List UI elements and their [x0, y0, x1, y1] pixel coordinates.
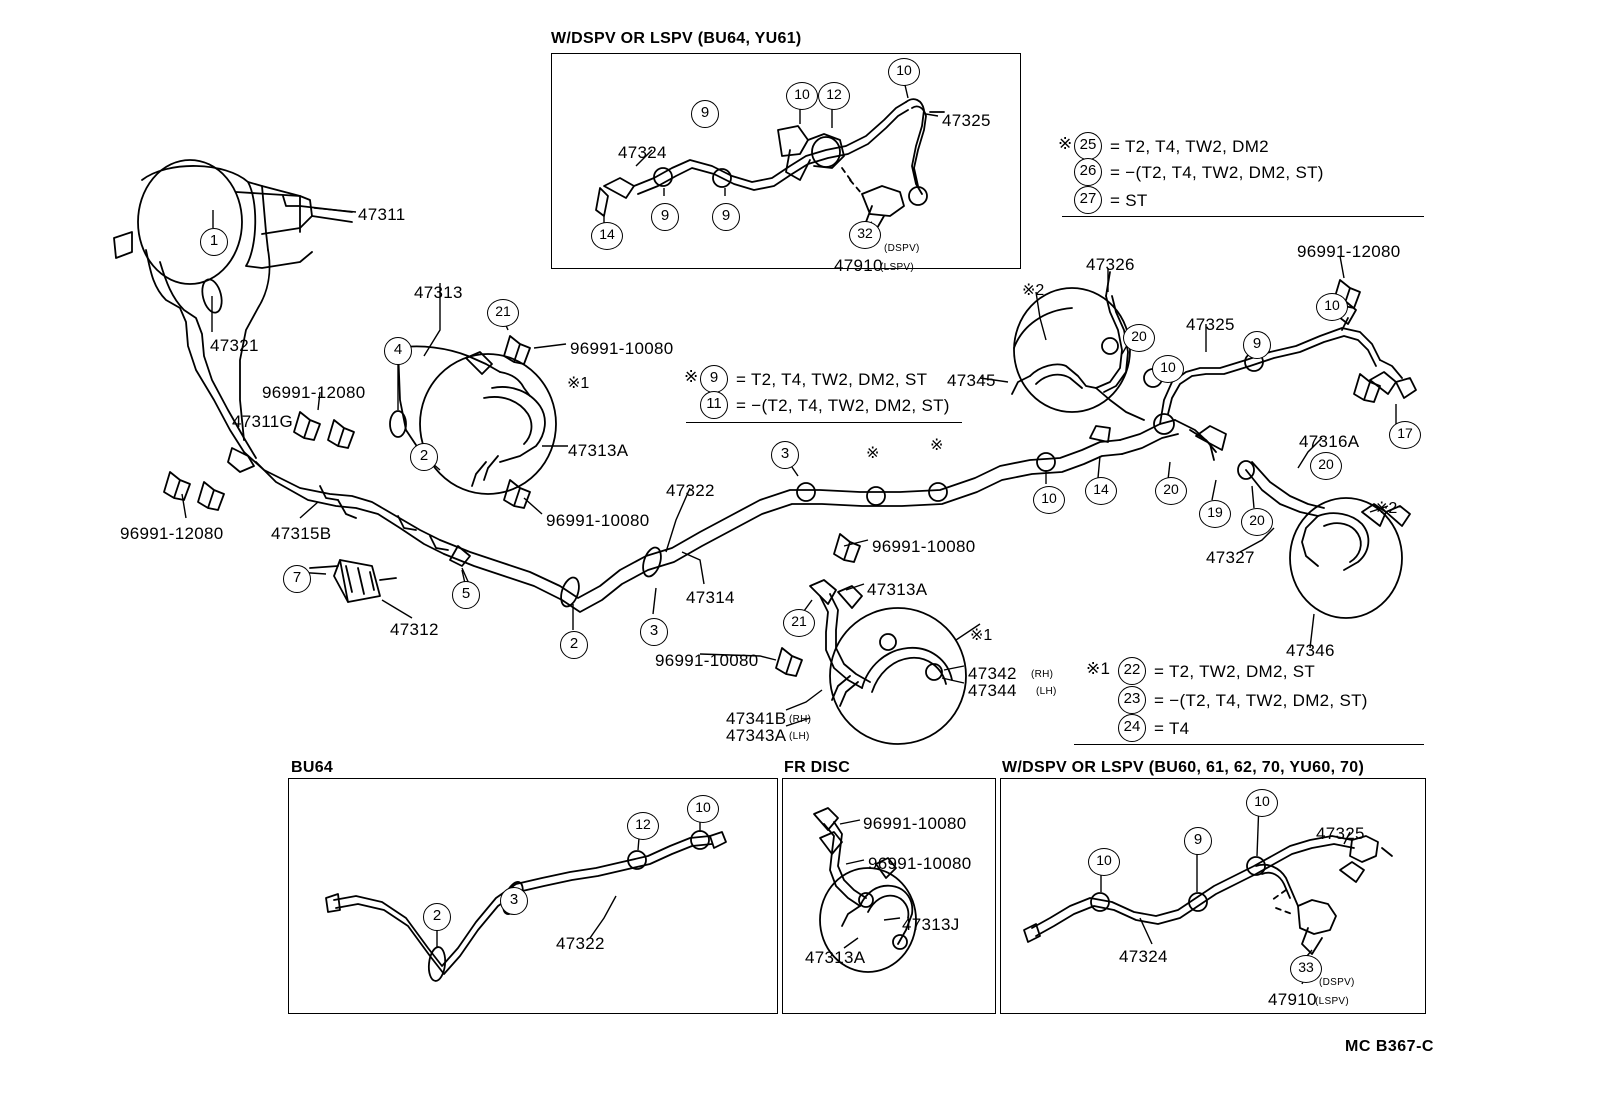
- legend-text: = −(T2, T4, TW2, DM2, ST): [736, 396, 950, 415]
- callout-c-10g: 10: [1088, 848, 1120, 876]
- callout-c-3c: 3: [500, 887, 528, 915]
- part-label-p-96991-10080-a: 96991-10080: [570, 339, 674, 358]
- part-label-p-96991-10080-f: 96991-10080: [868, 854, 972, 873]
- legend-underline: [1062, 216, 1424, 217]
- legend-text: = −(T2, T4, TW2, DM2, ST): [1110, 163, 1324, 182]
- legend-text: = T2, T4, TW2, DM2, ST: [736, 370, 928, 389]
- part-label-p-47910-bot-sfx: (LSPV): [1315, 996, 1350, 1007]
- panel-dspv-bottom-title: W/DSPV OR LSPV (BU60, 61, 62, 70, YU60, 70): [1002, 759, 1365, 776]
- legend-mark: ※: [1058, 134, 1073, 153]
- callout-c-3a: 3: [640, 618, 668, 646]
- part-label-p-47910-top-sfx: (LSPV): [880, 262, 915, 273]
- callout-c-7: 7: [283, 565, 311, 593]
- part-label-p-96991-12080-a: 96991-12080: [262, 383, 366, 402]
- callout-c-12a: 12: [818, 82, 850, 110]
- legend-callout: 22: [1118, 657, 1146, 685]
- part-label-p-47345: 47345: [947, 371, 996, 390]
- part-label-p-96991-10080-c: 96991-10080: [872, 537, 976, 556]
- legend-callout: 27: [1074, 186, 1102, 214]
- part-label-p-47322: 47322: [666, 481, 715, 500]
- part-label-p-47315B: 47315B: [271, 524, 332, 543]
- panel-dspv-top-title: W/DSPV OR LSPV (BU64, YU61): [551, 30, 802, 47]
- legend-mark: ※1: [1086, 659, 1111, 678]
- part-label-p-dspv-bot: (DSPV): [1319, 977, 1355, 988]
- part-label-p-47327: 47327: [1206, 548, 1255, 567]
- callout-c-20d: 20: [1310, 452, 1342, 480]
- part-label-p-47325-top: 47325: [942, 111, 991, 130]
- callout-c-9a: 9: [1243, 331, 1271, 359]
- part-label-p-47313A-a: 47313A: [568, 441, 629, 460]
- callout-c-10c: 10: [1316, 293, 1348, 321]
- part-label-p-dspv-top: (DSPV): [884, 243, 920, 254]
- part-label-p-96991-10080-b: 96991-10080: [546, 511, 650, 530]
- callout-c-21a: 21: [487, 299, 519, 327]
- legend-text: = T4: [1154, 719, 1190, 738]
- callout-c-10e: 10: [888, 58, 920, 86]
- callout-c-5: 5: [452, 581, 480, 609]
- callout-c-2b: 2: [560, 631, 588, 659]
- legend-underline: [1074, 744, 1424, 745]
- legend-text: = T2, T4, TW2, DM2: [1110, 137, 1269, 156]
- part-label-p-47343A: 47343A: [726, 726, 787, 745]
- callout-c-10h: 10: [1246, 789, 1278, 817]
- part-label-p-47346: 47346: [1286, 641, 1335, 660]
- callout-c-12b: 12: [627, 812, 659, 840]
- callout-c-20b: 20: [1241, 508, 1273, 536]
- callout-c-20c: 20: [1123, 324, 1155, 352]
- part-label-p-47311: 47311: [358, 205, 406, 224]
- callout-c-10f: 10: [687, 795, 719, 823]
- part-label-p-96991-12080-b: 96991-12080: [120, 524, 224, 543]
- callout-c-9c: 9: [651, 203, 679, 231]
- legend-mark: ※: [684, 367, 699, 386]
- mark-m-1b: ※1: [970, 627, 993, 644]
- legend-callout: 9: [700, 365, 728, 393]
- callout-c-33: 33: [1290, 955, 1322, 983]
- callout-c-4: 4: [384, 337, 412, 365]
- callout-c-9e: 9: [1184, 827, 1212, 855]
- part-label-p-47313A-b: 47313A: [867, 580, 928, 599]
- legend-text: = −(T2, T4, TW2, DM2, ST): [1154, 691, 1368, 710]
- callout-c-14b: 14: [591, 222, 623, 250]
- legend-text: = ST: [1110, 191, 1148, 210]
- part-label-p-96991-10080-d: 96991-10080: [655, 651, 759, 670]
- part-label-p-47342: 47342: [968, 664, 1017, 683]
- callout-c-14a: 14: [1085, 477, 1117, 505]
- callout-c-3b: 3: [771, 441, 799, 469]
- callout-c-2a: 2: [410, 443, 438, 471]
- part-label-p-96991-10080-e: 96991-10080: [863, 814, 967, 833]
- callout-c-10a: 10: [1033, 486, 1065, 514]
- callout-c-1: 1: [200, 228, 228, 256]
- legend-callout: 23: [1118, 686, 1146, 714]
- part-label-p-47343A-lh: (LH): [789, 731, 810, 742]
- part-label-p-47326: 47326: [1086, 255, 1135, 274]
- callout-c-10b: 10: [1152, 355, 1184, 383]
- legend-callout: 25: [1074, 132, 1102, 160]
- mark-m-star-d: ※: [930, 437, 944, 454]
- part-label-p-47311G: 47311G: [232, 412, 294, 431]
- part-label-p-47325-bot: 47325: [1316, 824, 1365, 843]
- part-label-p-47325-a: 47325: [1186, 315, 1235, 334]
- callout-c-20a: 20: [1155, 477, 1187, 505]
- legend-callout: 24: [1118, 714, 1146, 742]
- part-label-p-47910-bot: 47910: [1268, 990, 1317, 1009]
- legend-callout: 11: [700, 391, 728, 419]
- mark-m-2b: ※2: [1375, 500, 1398, 517]
- callout-c-32: 32: [849, 221, 881, 249]
- part-label-p-47341B-rh: (RH): [789, 714, 812, 725]
- part-label-p-47910-top: 47910: [834, 256, 883, 275]
- part-label-p-47314: 47314: [686, 588, 735, 607]
- callout-c-9d: 9: [712, 203, 740, 231]
- part-label-p-47321: 47321: [210, 336, 259, 355]
- part-label-p-47324-top: 47324: [618, 143, 667, 162]
- callout-c-10d: 10: [786, 82, 818, 110]
- part-label-p-47313A-c: 47313A: [805, 948, 866, 967]
- mark-m-star-c: ※: [866, 445, 880, 462]
- panel-fr-disc-title: FR DISC: [784, 759, 851, 776]
- callout-c-2c: 2: [423, 903, 451, 931]
- part-label-p-96991-12080-c: 96991-12080: [1297, 242, 1401, 261]
- callout-c-17: 17: [1389, 421, 1421, 449]
- panel-dspv-bottom-box: [1000, 778, 1426, 1014]
- part-label-p-47342-rh: (RH): [1031, 669, 1054, 680]
- part-label-p-47344-lh: (LH): [1036, 686, 1057, 697]
- callout-c-9b: 9: [691, 100, 719, 128]
- part-label-p-47312: 47312: [390, 620, 439, 639]
- part-label-p-47313: 47313: [414, 283, 463, 302]
- part-label-p-47313J: 47313J: [902, 915, 960, 934]
- callout-c-19: 19: [1199, 500, 1231, 528]
- mark-m-2a: ※2: [1022, 282, 1045, 299]
- mark-m-1a: ※1: [567, 375, 590, 392]
- part-label-p-47316A: 47316A: [1299, 432, 1360, 451]
- part-label-p-47344: 47344: [968, 681, 1017, 700]
- callout-c-21b: 21: [783, 609, 815, 637]
- part-label-p-47324-bot: 47324: [1119, 947, 1168, 966]
- part-label-p-47322-bu64: 47322: [556, 934, 605, 953]
- legend-text: = T2, TW2, DM2, ST: [1154, 662, 1316, 681]
- panel-bu64-title: BU64: [291, 759, 334, 776]
- legend-callout: 26: [1074, 158, 1102, 186]
- legend-underline: [686, 422, 962, 423]
- part-label-p-47341B: 47341B: [726, 709, 787, 728]
- diagram-code: MC B367-C: [1345, 1038, 1434, 1055]
